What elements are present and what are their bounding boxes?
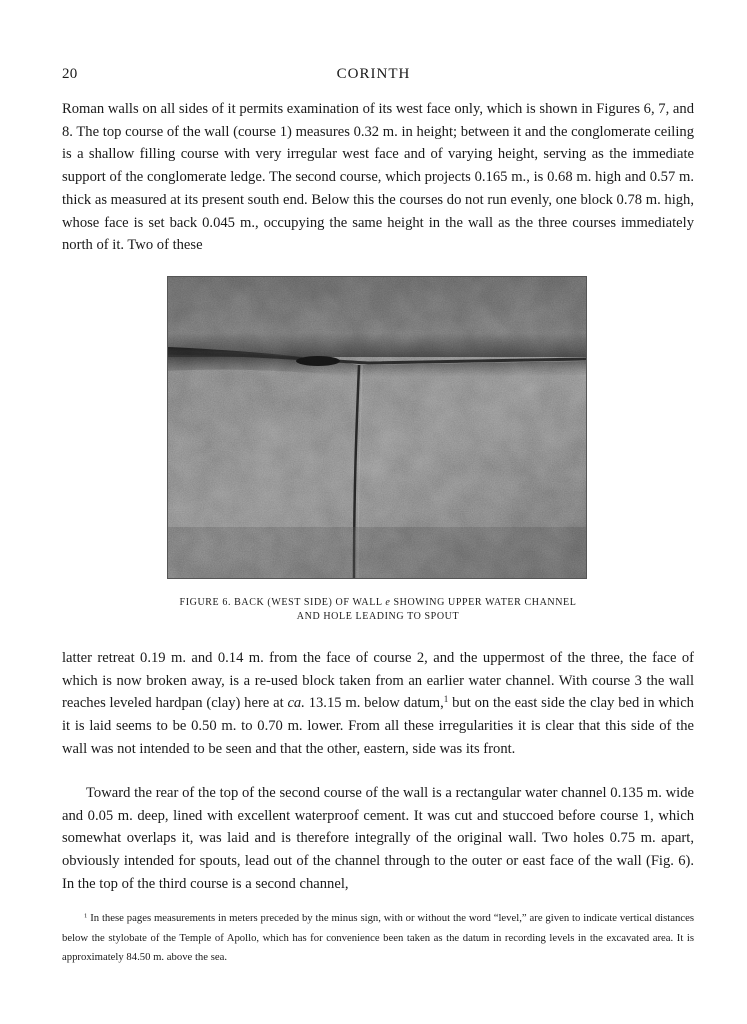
footnote-text: In these pages measurements in meters preceded by the minus sign, with or without the word “level,” are given to indicate vertical distances below the stylobate of the Temple of Apollo, which has for convenience been taken as the datum in recording levels in the excavated area. It is approximately 84.50 m. above the sea. bbox=[62, 912, 695, 963]
page-number: 20 bbox=[62, 66, 78, 82]
figure-caption bbox=[62, 596, 694, 624]
footnote-reference[interactable]: 1 bbox=[443, 694, 449, 705]
running-title: CORINTH bbox=[336, 66, 411, 82]
body-paragraph-3: Toward the rear of the top of the second course of the wall is a rectangular water channel 0.135 m. wide and 0.05 m. deep, lined with excellent waterproof cement. It was cut and stuccoed before course 1, which somewhat overlaps it, was laid and is therefore integrally of the original wall. Two holes 0.75 m. apart, obviously intended for spouts, lead out of the channel through to the outer or east face of the wall (Fig. 6). In the top of the third course is a second channel, bbox=[62, 785, 694, 892]
caption-line-2: AND HOLE LEADING TO SPOUT bbox=[296, 611, 460, 622]
footnote-marker: 1 bbox=[84, 912, 88, 920]
wall-letter: e bbox=[385, 597, 391, 608]
stone-wall-photo bbox=[168, 277, 586, 578]
body-paragraph-2: latter retreat 0.19 m. and 0.14 m. from the face of course 2, and the uppermost of the three, the face of which is now broken away, is a re-used block taken from an earlier water channel. With course 3 the wall reaches leveled hardpan (clay) here at ca. 13.15 m. below datum,$^1$ but on the east side the clay bed in which it is laid seems to be 0.50 m. to 0.70 m. lower. From all these irregularities it is clear that this side of the wall was not intended to be seen and that the other, eastern, side was its front. bbox=[62, 650, 694, 757]
footnote bbox=[62, 909, 694, 968]
caption-line-1: FIGURE 6. BACK (WEST SIDE) OF WALL e SHOWING UPPER WATER CHANNEL bbox=[179, 597, 577, 608]
body-paragraph-1: Roman walls on all sides of it permits examination of its west face only, which is shown in Figures 6, 7, and 8. The top course of the wall (course 1) measures 0.32 m. in height; between it and the conglomerate ceiling is a shallow filling course with very irregular west face and of varying height, serving as the immediate support of the conglomerate ledge. The second course, which projects 0.165 m., is 0.68 m. high and 0.57 m. thick as measured at its present south end. Below this the courses do not run evenly, one block 0.78 m. high, whose face is set back 0.045 m., occupying the same height in the wall as the three courses immediately north of it. Two of these bbox=[62, 101, 694, 254]
circa-abbrev: ca. bbox=[287, 695, 305, 712]
figure-6-photograph bbox=[167, 276, 587, 579]
